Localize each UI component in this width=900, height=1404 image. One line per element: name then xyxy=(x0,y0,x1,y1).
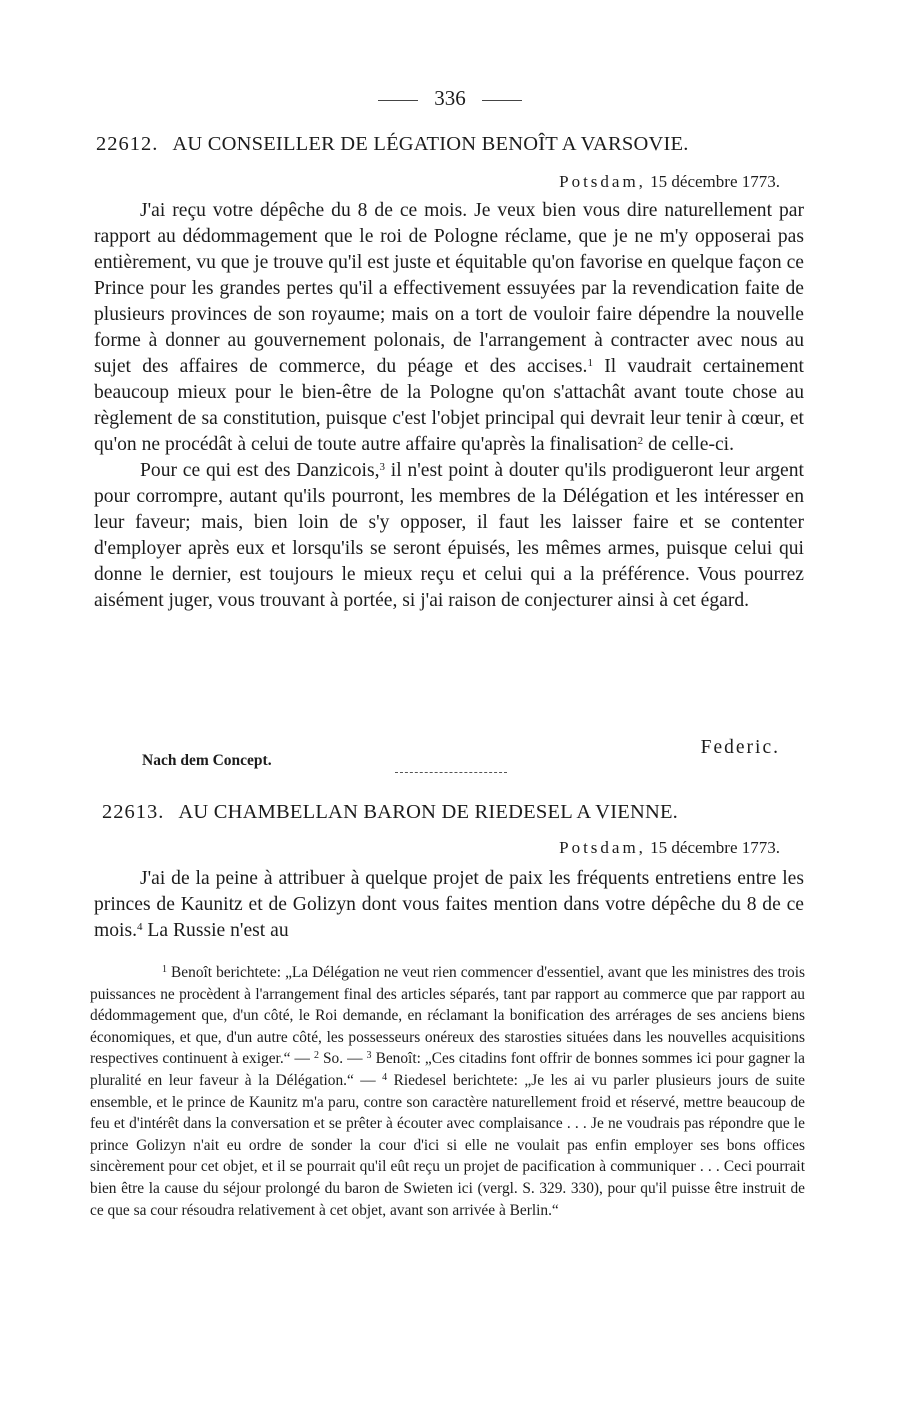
letter-1-title: AU CONSEILLER DE LÉGATION BENOÎT A VARSOVIE. xyxy=(172,133,689,155)
letter-1-paragraph-2 xyxy=(94,458,804,614)
footnote-4-mark: 4 xyxy=(382,1071,388,1083)
footnote-2-mark: 2 xyxy=(313,1050,319,1062)
letter-1-para2b-text: il n'est point à douter qu'ils prodigueront leur argent pour corrompre, autant qu'ils pourront, les membres de la Délégation et les intéresser en leur faveur; mais, bien loin de s'y opposer, il faut les laisser faire et se contenter d'employer après eux et lorsqu'ils se seront épuisés, les mêmes armes, puisque celui qui donne le dernier, est toujours le mieux reçu et celui qui a la préférence. Vous pourrez aisément juger, vous trouvant à portée, si j'ai raison de conjecturer ainsi à cet égard. xyxy=(94,460,804,611)
letter-1-para2a-text: Pour ce qui est des Danzicois, xyxy=(140,460,380,481)
letter-2-dateline xyxy=(0,838,780,858)
letter-1-date: 15 décembre 1773. xyxy=(650,172,780,191)
letter-2-paragraph-1 xyxy=(94,866,804,944)
footnote-3-mark: 3 xyxy=(366,1050,372,1062)
letter-1-para1c-text: de celle-ci. xyxy=(648,434,735,455)
footnote-1-mark: 1 xyxy=(162,964,167,975)
letter-1-para1-text: J'ai reçu votre dépêche du 8 de ce mois. Je veux bien vous dire naturellement par rapport au dédommagement que le roi de Pologne réclame, que je ne m'y opposerai pas entièrement, vu que je trouve qu'il est juste et équitable qu'on favorise en quelque façon ce Prince pour les grandes pertes qu'il a effectivement essuyées par la revendication faite de plusieurs provinces de son royaume; mais on a tort de vouloir faire dépendre la nouvelle forme à donner au gouvernement polonais, de l'arrangement à contracter avec nous au sujet des affaires de commerce, du péage et des accises. xyxy=(94,200,804,377)
page-number: 336 xyxy=(434,86,466,110)
page-header xyxy=(0,86,900,111)
letter-1-number: 22612. xyxy=(96,133,159,155)
letter-1-para1b-text: Il vaudrait certainement beaucoup mieux pour le bien-être de la Pologne qu'on s'attachât avant toute chose au règlement de sa constitution, puisque c'est l'objet principal qui devrait leur tenir à cœur, et qu'on ne procédât à celui de toute autre affaire qu'après la finalisation xyxy=(94,356,804,455)
footnote-ref-3: 3 xyxy=(379,461,385,473)
letter-1-body xyxy=(94,198,804,614)
letter-2-number: 22613. xyxy=(102,801,165,823)
header-dash-right xyxy=(482,100,522,101)
letter-2-para1b-text: La Russie n'est au xyxy=(147,920,289,941)
letter-1-place: Potsdam, xyxy=(559,172,646,191)
section-divider xyxy=(395,772,507,773)
letter-2-body xyxy=(94,866,804,944)
footnote-block xyxy=(90,962,805,1221)
letter-1-paragraph-1 xyxy=(94,198,804,458)
footnote-2-text: So. — xyxy=(322,1050,363,1068)
footnote-3-text: Benoît: „Ces citadins font offrir de bonnes sommes ici pour gagner la pluralité en leur faveur à la Délégation.“ — xyxy=(90,1050,805,1089)
footnote-ref-4: 4 xyxy=(137,921,143,933)
letter-2-date: 15 décembre 1773. xyxy=(650,838,780,857)
footnote-4-text: Riedesel berichtete: „Je les ai vu parler plusieurs jours de suite ensemble, et le prince de Kaunitz m'a paru, contre son caractère naturellement froid et réservé, mettre beaucoup de feu et d'intérêt dans la conversation et se prêter à écouter avec complaisance . . . Je ne voudrais pas répondre que le prince Golizyn n'ait eu ordre de sonder la cour d'ici si elle ne voulait pas enfin employer ses bons offices sincèrement pour cet objet, et il se pourrait qu'il eût reçu un projet de pacification à communiquer . . . Ceci pourrait bien être la cause du séjour prolongé du baron de Swieten ici (vergl. S. 329. 330), pour qu'il puisse être instruit de ce que sa cour résoudra relativement à cet objet, avant son arrivée à Berlin.“ xyxy=(90,1071,805,1219)
letter-2-heading xyxy=(102,801,810,824)
footnote-1-text: Benoît berichtete: „La Délégation ne veut rien commencer d'essentiel, avant que les ministres des trois puissances ne procèdent à l'arrangement final des articles séparés, tant par rapport au commerce que par rapport au dédommagement que, d'un côté, le Roi demande, en réclamant la bonification des arrérages de ses anciens biens économiques, et que, d'un autre côté, les possesseurs onéreux des starosties situées dans les nouvelles acquisitions respectives continuent à exiger.“ — xyxy=(90,964,805,1068)
letter-1-signature: Federic. xyxy=(700,737,780,758)
letter-2-place: Potsdam, xyxy=(559,838,646,857)
footnote-ref-1: 1 xyxy=(587,357,593,369)
letter-2-title: AU CHAMBELLAN BARON DE RIEDESEL A VIENNE. xyxy=(178,801,678,823)
letter-2-para1a-text: J'ai de la peine à attribuer à quelque projet de paix les fréquents entretiens entre les princes de Kaunitz et de Golizyn dont vous faites mention dans votre dépêche du 8 de ce mois. xyxy=(94,868,804,941)
header-dash-left xyxy=(378,100,418,101)
letter-1-heading xyxy=(96,133,804,156)
letter-1-source-note: Nach dem Concept. xyxy=(142,752,272,769)
footnotes xyxy=(90,962,805,1221)
footnote-ref-2: 2 xyxy=(637,435,644,447)
letter-1-dateline xyxy=(0,172,780,192)
